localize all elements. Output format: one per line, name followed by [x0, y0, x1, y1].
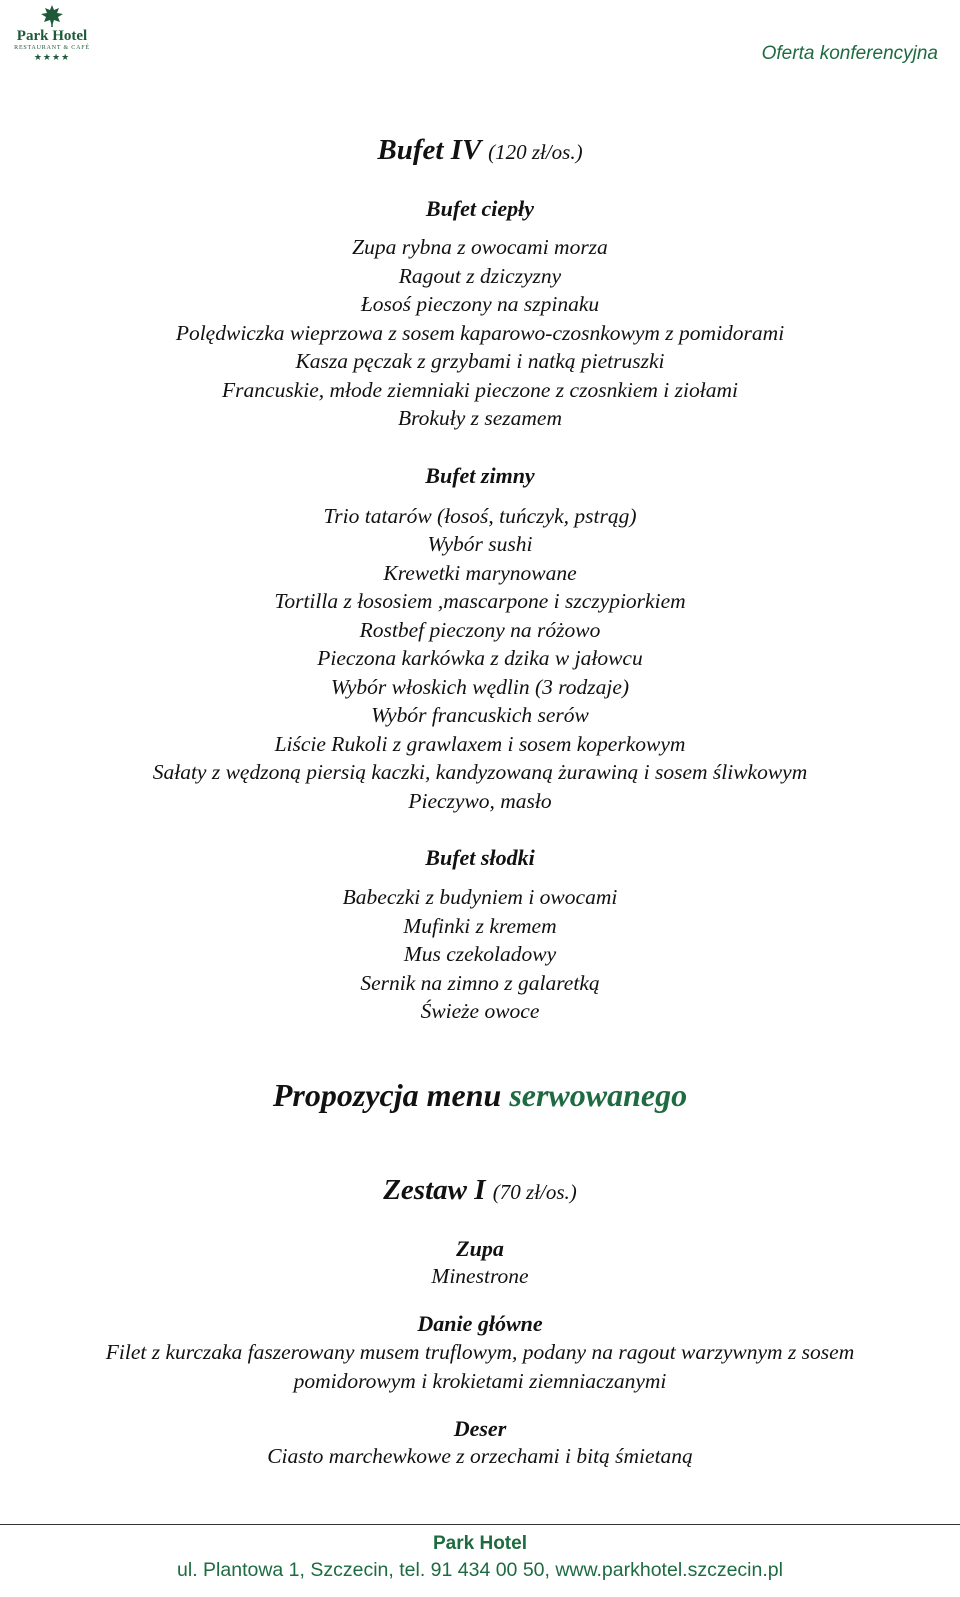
menu-item: Tortilla z łososiem ,mascarpone i szczypiorkiem — [274, 589, 686, 613]
menu-item: Świeże owoce — [420, 999, 540, 1023]
course-heading: Danie główne — [417, 1311, 543, 1336]
menu-item: Rostbef pieczony na różowo — [359, 618, 601, 642]
zestaw-price: (70 zł/os.) — [492, 1180, 577, 1204]
menu-item: Wybór włoskich wędlin (3 rodzaje) — [330, 675, 630, 699]
proposal-heading-part1: Propozycja menu — [272, 1077, 502, 1113]
course-line: Minestrone — [431, 1264, 529, 1288]
logo-stars: ★★★★ — [33, 52, 71, 62]
menu-item: Brokuły z sezamem — [397, 406, 562, 430]
section-heading: Bufet zimny — [425, 463, 535, 488]
menu-item: Pieczona karkówka z dzika w jałowcu — [317, 646, 643, 670]
page-header — [0, 0, 960, 74]
header-title: Oferta konferencyjna — [761, 43, 938, 64]
menu-item: Mus czekoladowy — [403, 942, 557, 966]
menu-item: Sałaty z wędzoną piersią kaczki, kandyzowaną żurawiną i sosem śliwkowym — [152, 760, 808, 784]
menu-item: Trio tatarów (łosoś, tuńczyk, pstrąg) — [323, 504, 637, 528]
proposal-heading — [0, 1077, 960, 1114]
menu-item: Polędwiczka wieprzowa z sosem kaparowo-czosnkowym z pomidorami — [175, 321, 785, 345]
menu-item: Kasza pęczak z grzybami i natką pietruszki — [295, 349, 665, 373]
bufet-price: (120 zł/os.) — [488, 140, 583, 164]
bufet-title — [0, 134, 960, 167]
course-line: Ciasto marchewkowe z orzechami i bitą śmietaną — [267, 1444, 693, 1468]
menu-item: Ragout z dziczyzny — [398, 264, 562, 288]
leaf-icon — [39, 4, 65, 28]
bufet-title-name: Bufet IV — [377, 134, 481, 166]
menu-item: Liście Rukoli z grawlaxem i sosem koperkowym — [274, 732, 686, 756]
menu-item: Babeczki z budyniem i owocami — [342, 885, 618, 909]
footer-address: ul. Plantowa 1, Szczecin, tel. 91 434 00 50, www.parkhotel.szczecin.pl — [177, 1559, 783, 1581]
park-hotel-logo — [12, 4, 92, 66]
logo-name: Park Hotel — [16, 28, 88, 44]
logo-subtitle: RESTAURANT & CAFÉ — [14, 45, 90, 51]
zestaw-title — [0, 1174, 960, 1207]
zestaw-title-name: Zestaw I — [383, 1174, 486, 1206]
course-line: Filet z kurczaka faszerowany musem truflowym, podany na ragout warzywnym z sosem — [105, 1340, 855, 1364]
course-heading: Zupa — [456, 1236, 504, 1261]
proposal-heading-part2: serwowanego — [509, 1077, 688, 1113]
menu-item: Wybór francuskich serów — [371, 703, 589, 727]
menu-item: Łosoś pieczony na szpinaku — [360, 292, 600, 316]
section-heading: Bufet słodki — [425, 845, 535, 870]
menu-item: Francuskie, młode ziemniaki pieczone z czosnkiem i ziołami — [222, 378, 738, 402]
footer-divider — [0, 1524, 960, 1525]
section-heading: Bufet ciepły — [425, 196, 535, 221]
menu-item: Krewetki marynowane — [383, 561, 577, 585]
menu-item: Pieczywo, masło — [408, 789, 552, 813]
menu-item: Mufinki z kremem — [403, 914, 557, 938]
menu-item: Sernik na zimno z galaretką — [360, 971, 600, 995]
course-line: pomidorowym i krokietami ziemniaczanymi — [293, 1369, 667, 1393]
menu-item: Zupa rybna z owocami morza — [352, 235, 608, 259]
course-heading: Deser — [453, 1416, 507, 1441]
footer-hotel-name: Park Hotel — [433, 1533, 527, 1554]
menu-item: Wybór sushi — [427, 532, 533, 556]
